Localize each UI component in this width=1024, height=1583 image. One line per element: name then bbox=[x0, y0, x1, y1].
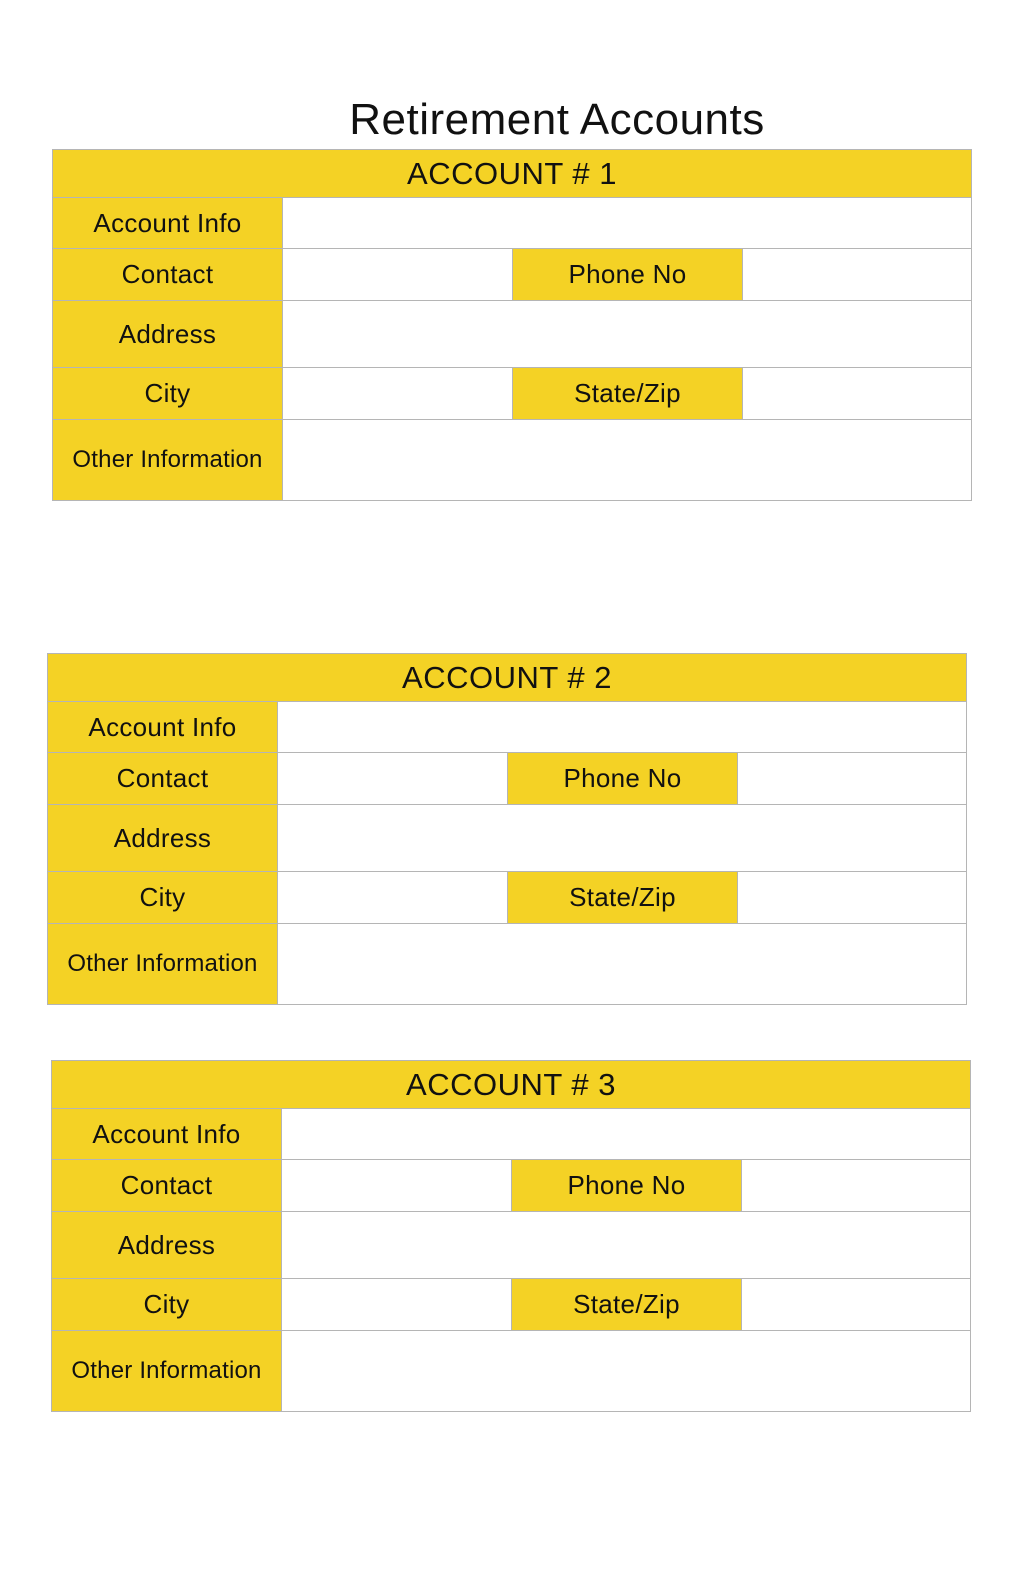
account-3-header: ACCOUNT # 3 bbox=[52, 1061, 970, 1109]
contact-label: Contact bbox=[52, 1160, 282, 1212]
address-field[interactable] bbox=[283, 301, 971, 368]
account-info-label: Account Info bbox=[48, 702, 278, 753]
account-1-header: ACCOUNT # 1 bbox=[53, 150, 971, 198]
address-label: Address bbox=[48, 805, 278, 872]
state-zip-label: State/Zip bbox=[512, 1279, 742, 1331]
city-field[interactable] bbox=[282, 1279, 512, 1331]
phone-no-field[interactable] bbox=[738, 753, 966, 805]
other-information-label: Other Information bbox=[53, 420, 283, 500]
account-info-field[interactable] bbox=[283, 198, 971, 249]
city-field[interactable] bbox=[283, 368, 513, 420]
city-label: City bbox=[53, 368, 283, 420]
phone-no-field[interactable] bbox=[743, 249, 971, 301]
account-2-table bbox=[47, 653, 967, 1005]
account-info-field[interactable] bbox=[282, 1109, 970, 1160]
address-field[interactable] bbox=[282, 1212, 970, 1279]
contact-label: Contact bbox=[48, 753, 278, 805]
other-information-field[interactable] bbox=[283, 420, 971, 500]
phone-no-label: Phone No bbox=[508, 753, 738, 805]
other-information-label: Other Information bbox=[48, 924, 278, 1004]
account-info-label: Account Info bbox=[52, 1109, 282, 1160]
address-label: Address bbox=[52, 1212, 282, 1279]
contact-field[interactable] bbox=[283, 249, 513, 301]
phone-no-field[interactable] bbox=[742, 1160, 970, 1212]
address-field[interactable] bbox=[278, 805, 966, 872]
other-information-label: Other Information bbox=[52, 1331, 282, 1411]
state-zip-field[interactable] bbox=[742, 1279, 970, 1331]
account-1-table bbox=[52, 149, 972, 501]
city-field[interactable] bbox=[278, 872, 508, 924]
state-zip-label: State/Zip bbox=[513, 368, 743, 420]
account-info-label: Account Info bbox=[53, 198, 283, 249]
state-zip-field[interactable] bbox=[738, 872, 966, 924]
account-info-field[interactable] bbox=[278, 702, 966, 753]
address-label: Address bbox=[53, 301, 283, 368]
city-label: City bbox=[52, 1279, 282, 1331]
account-3-table bbox=[51, 1060, 971, 1412]
other-information-field[interactable] bbox=[282, 1331, 970, 1411]
phone-no-label: Phone No bbox=[512, 1160, 742, 1212]
account-2-header: ACCOUNT # 2 bbox=[48, 654, 966, 702]
other-information-field[interactable] bbox=[278, 924, 966, 1004]
contact-label: Contact bbox=[53, 249, 283, 301]
phone-no-label: Phone No bbox=[513, 249, 743, 301]
contact-field[interactable] bbox=[278, 753, 508, 805]
state-zip-field[interactable] bbox=[743, 368, 971, 420]
page-title: Retirement Accounts bbox=[349, 95, 765, 144]
state-zip-label: State/Zip bbox=[508, 872, 738, 924]
city-label: City bbox=[48, 872, 278, 924]
contact-field[interactable] bbox=[282, 1160, 512, 1212]
